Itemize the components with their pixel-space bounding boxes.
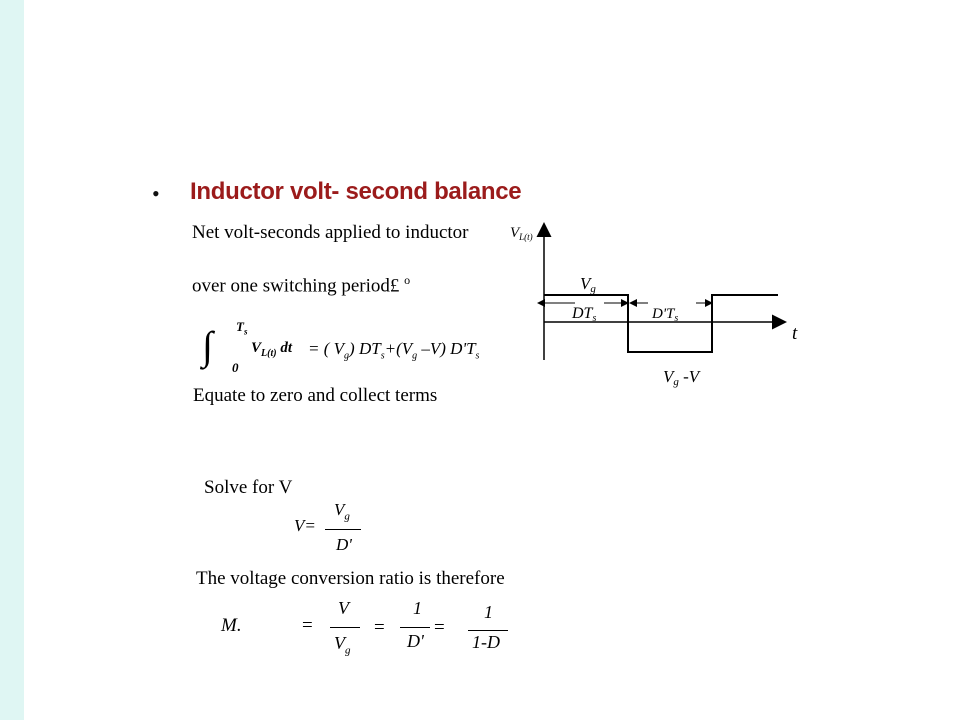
text-line-1: Net volt-seconds applied to inductor (192, 222, 469, 243)
text-line-2-main: over one switching period£ (192, 275, 400, 297)
high-level-label: Vg (580, 274, 596, 295)
integral-rhs: = ( $V_g$) $DT_s+(V_g$ –V) $D'T_s$ (308, 339, 480, 362)
v-eq-numerator: $V_g$ (334, 500, 350, 523)
text-line-2 (192, 273, 410, 297)
integrand: $V_{L(t)}$ dt (251, 340, 292, 359)
m-eq-f3-denominator: 1-D (472, 632, 500, 652)
m-eq-f1-numerator: V (338, 598, 349, 618)
inductor-voltage-waveform (500, 215, 820, 395)
text-line-4: Solve for V (204, 477, 293, 498)
m-eq-f2-denominator: D' (407, 631, 424, 651)
integral-sign: ∫ (202, 323, 213, 368)
text-line-5: The voltage conversion ratio is therefore (196, 568, 505, 589)
v-eq-denominator: D' (336, 535, 352, 554)
m-eq-f3-numerator: 1 (484, 602, 493, 622)
waveform-trace (544, 295, 778, 352)
m-eq-equals-2: = (374, 617, 385, 638)
m-eq-equals-3: = (434, 617, 445, 638)
m-eq-lhs: M. (221, 615, 242, 636)
m-eq-f3-bar (468, 630, 508, 631)
dts-label: DTs (572, 305, 597, 324)
v-eq-fraction-bar (325, 529, 361, 530)
text-line-2-degree: o (404, 273, 411, 287)
m-eq-f2-numerator: 1 (413, 598, 422, 618)
integral-lower-limit: 0 (232, 360, 239, 375)
x-axis-label: t (792, 323, 798, 344)
bullet: • (152, 181, 160, 206)
text-line-3: Equate to zero and collect terms (193, 385, 438, 406)
v-eq-lhs: V= (294, 516, 316, 535)
m-eq-f1-bar (330, 627, 360, 628)
m-eq-f1-denominator: $V_g$ (334, 633, 351, 657)
y-axis-label: $V_{L(t)}$ (510, 225, 533, 242)
integral-upper-limit: $T_s$ (236, 319, 248, 337)
m-eq-f2-bar (400, 627, 430, 628)
slide-side-bar (0, 0, 24, 720)
slide-title: Inductor volt- second balance (190, 178, 522, 205)
dpts-label: $D'T_s$ (652, 306, 679, 324)
m-eq-equals-1: = (302, 615, 313, 636)
low-level-label: Vg -V (663, 367, 700, 388)
